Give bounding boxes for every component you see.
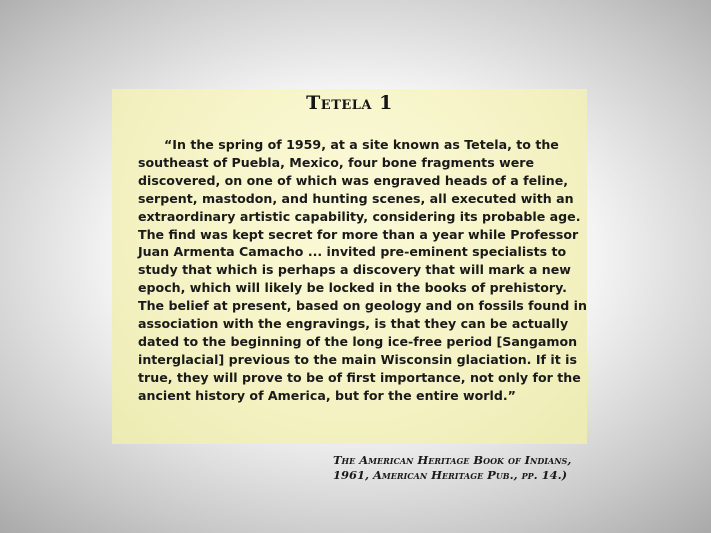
citation-text: The American Heritage Book of Indians, 1961, American Heritage Pub., pp. 14.) bbox=[333, 453, 572, 482]
quote-text: “In the spring of 1959, at a site known as Tetela, to the southeast of Puebla, Mexico, four bone fragments were discovered, on one of which was engraved heads of a feline, serpent, mastodon, and hunting scenes, all executed with an extraordinary artistic capability, considering its probable age. The find was kept secret for more than a year while Professor Juan Armenta Camacho ... invited pre-eminent specialists to study that which is perhaps a discovery that will mark a new epoch, which will likely be locked in the books of prehistory. The belief at present, based on geology and on fossils found in association with the engravings, is that they can be actually dated to the beginning of the long ice-free period [Sangamon interglacial] previous to the main Wisconsin glaciation. If it is true, they will prove to be of first importance, not only for the ancient history of America, but for the entire world.” bbox=[138, 137, 587, 403]
slide-title bbox=[112, 92, 587, 114]
slide-title-text: Tetela 1 bbox=[306, 92, 393, 114]
quote-box bbox=[112, 89, 587, 444]
